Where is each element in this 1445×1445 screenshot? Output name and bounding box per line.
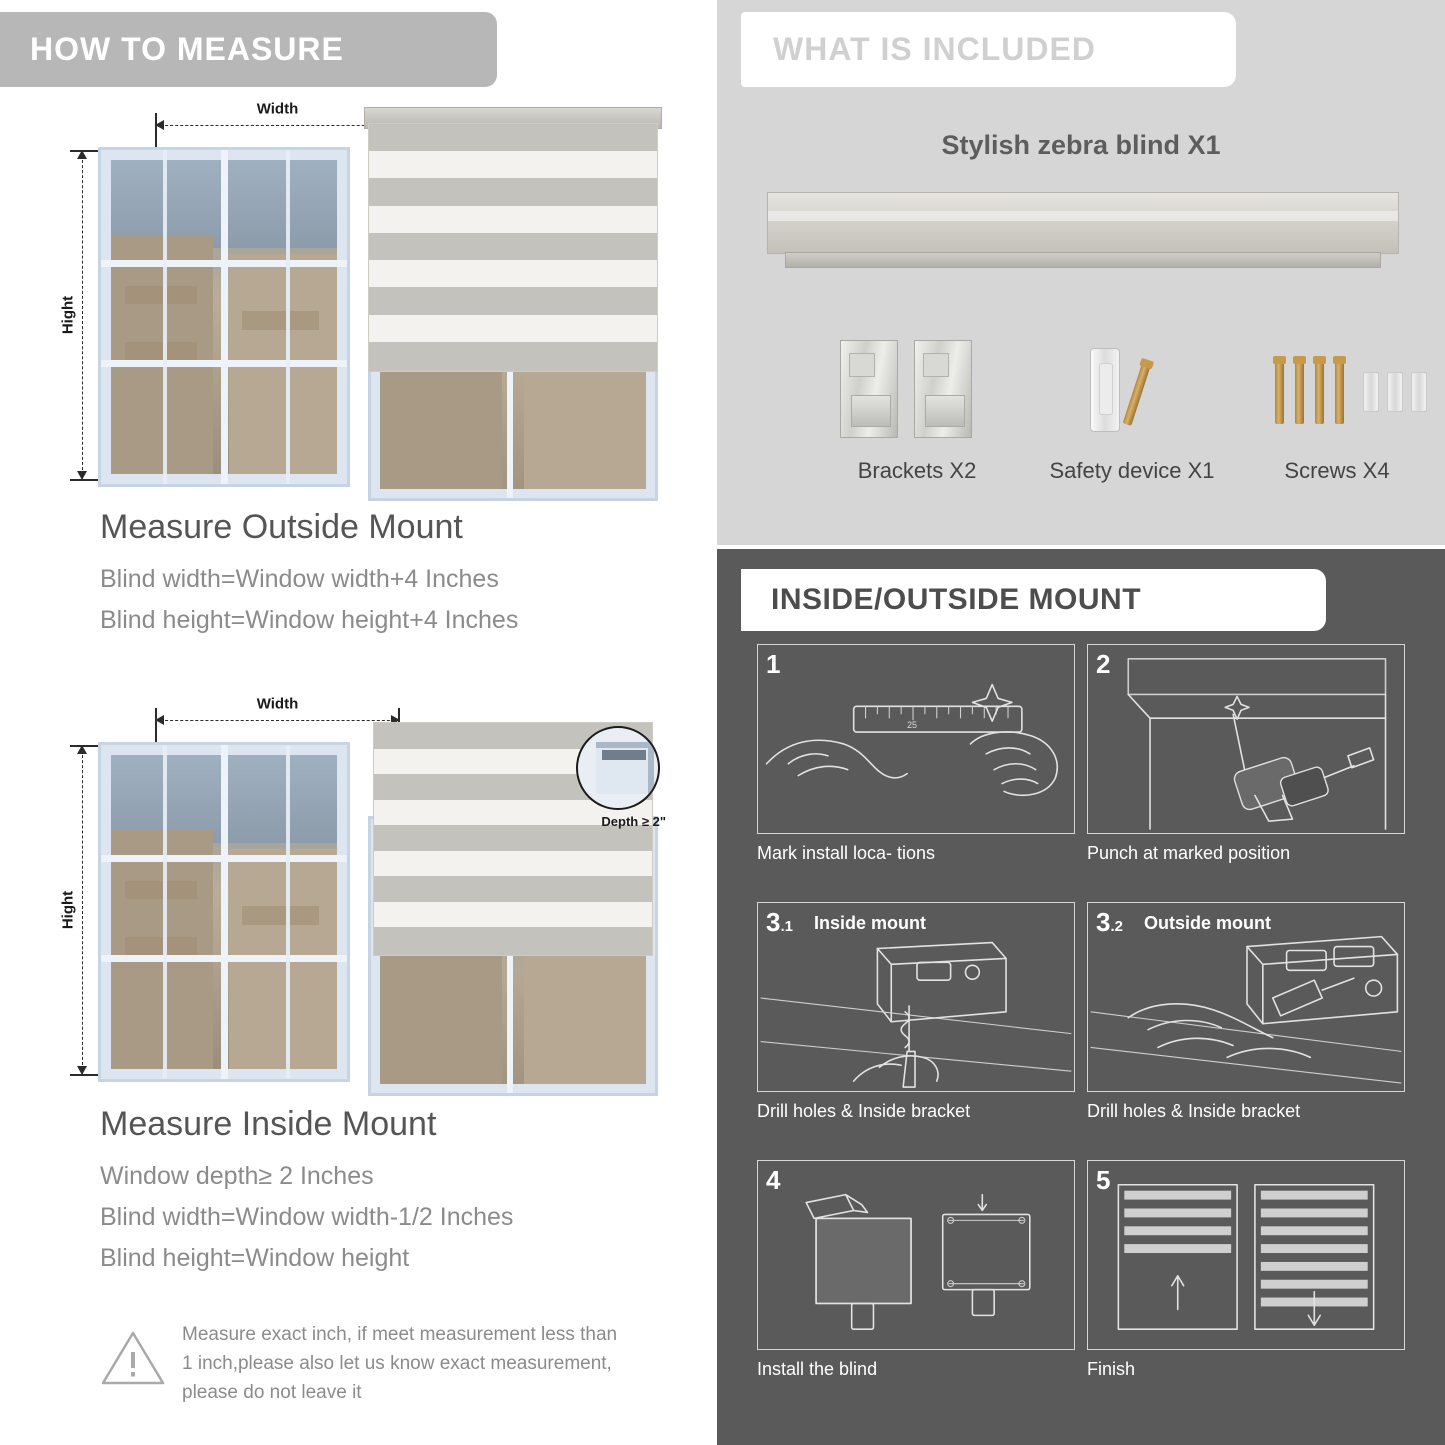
outside-height-dimension bbox=[59, 150, 94, 480]
how-to-measure-banner bbox=[0, 12, 497, 87]
step-5 bbox=[1087, 1160, 1405, 1380]
inside-height-dimension bbox=[59, 745, 94, 1075]
wall-plug-icon-3 bbox=[1411, 372, 1427, 412]
step-3-1-number: 3.1 bbox=[766, 907, 793, 937]
depth-detail-callout bbox=[576, 726, 660, 810]
outside-mount-line-2: Blind height=Window height+4 Inches bbox=[100, 606, 519, 634]
step-1 bbox=[757, 644, 1075, 864]
window-illustration-2 bbox=[98, 742, 350, 1082]
svg-text:25: 25 bbox=[907, 720, 917, 731]
step-3-1-caption: Drill holes & Inside bracket bbox=[757, 1101, 971, 1121]
step-4-sketch bbox=[758, 1161, 1074, 1349]
step-3-2-number: 3.2 bbox=[1096, 907, 1123, 937]
inside-mount-blind bbox=[368, 718, 666, 1096]
step-3-2-inline-label: Outside mount bbox=[1144, 913, 1271, 933]
how-to-measure-title: HOW TO MEASURE bbox=[30, 31, 344, 67]
screw-icon bbox=[1123, 364, 1151, 426]
warning-icon bbox=[100, 1328, 166, 1388]
step-5-caption: Finish bbox=[1087, 1359, 1136, 1379]
installation-steps bbox=[757, 644, 1405, 1424]
screws-label: Screws X4 bbox=[1284, 458, 1390, 483]
step-1-sketch bbox=[758, 645, 1074, 833]
step-2-caption: Punch at marked position bbox=[1087, 843, 1291, 863]
outside-mount-figure bbox=[59, 100, 680, 495]
outside-height-label: Hight bbox=[60, 288, 77, 342]
step-2-sketch bbox=[1088, 645, 1404, 833]
outside-mount-title: Measure Outside Mount bbox=[100, 508, 463, 546]
part-safety-device bbox=[1032, 330, 1232, 500]
step-2 bbox=[1087, 644, 1405, 864]
inside-height-label: Hight bbox=[60, 883, 77, 937]
zebra-fabric bbox=[368, 123, 658, 372]
inside-mount-line-3: Blind height=Window height bbox=[100, 1244, 410, 1272]
step-5-number: 5 bbox=[1096, 1165, 1111, 1195]
inside-outside-mount-title: INSIDE/OUTSIDE MOUNT bbox=[771, 583, 1142, 616]
outside-width-label: Width bbox=[249, 101, 307, 118]
what-is-included-section bbox=[717, 0, 1445, 545]
step-4-number: 4 bbox=[766, 1165, 781, 1195]
outside-mount-blind bbox=[368, 123, 658, 501]
step-5-sketch bbox=[1088, 1161, 1404, 1349]
step-4-caption: Install the blind bbox=[757, 1359, 878, 1379]
main-product-label: Stylish zebra blind X1 bbox=[941, 130, 1221, 160]
safety-device-icon bbox=[1090, 348, 1120, 432]
measurement-warning bbox=[100, 1320, 640, 1415]
safety-device-label: Safety device X1 bbox=[1049, 458, 1215, 483]
step-3-1 bbox=[757, 902, 1075, 1122]
wall-plug-icon-2 bbox=[1387, 372, 1403, 412]
bracket-icon-2 bbox=[914, 340, 972, 438]
brackets-label: Brackets X2 bbox=[857, 458, 977, 483]
how-to-measure-section bbox=[0, 0, 712, 1445]
inside-mount-title: Measure Inside Mount bbox=[100, 1105, 437, 1143]
step-3-2-caption: Drill holes & Inside bracket bbox=[1087, 1101, 1301, 1121]
inside-width-label: Width bbox=[249, 696, 307, 713]
warning-text: Measure exact inch, if meet measurement less than 1 inch,please also let us know exact measurement, please do not leave it bbox=[182, 1324, 618, 1403]
wall-plug-icon-1 bbox=[1363, 372, 1379, 412]
step-3-2 bbox=[1087, 902, 1405, 1122]
inside-outside-mount-banner bbox=[741, 569, 1326, 631]
depth-label: Depth ≥ 2" bbox=[601, 814, 666, 829]
outside-mount-line-1: Blind width=Window width+4 Inches bbox=[100, 565, 499, 593]
inside-outside-mount-section bbox=[717, 549, 1445, 1445]
step-1-number: 1 bbox=[766, 649, 781, 679]
step-4 bbox=[757, 1160, 1075, 1380]
screw-icon-3 bbox=[1315, 362, 1324, 424]
inside-width-dimension bbox=[155, 695, 400, 732]
parts-row bbox=[757, 330, 1407, 510]
screw-icon-1 bbox=[1275, 362, 1284, 424]
part-brackets bbox=[812, 330, 1022, 500]
step-2-number: 2 bbox=[1096, 649, 1111, 679]
step-1-caption: Mark install loca- tions bbox=[757, 843, 936, 863]
screw-icon-4 bbox=[1335, 362, 1344, 424]
inside-mount-figure bbox=[59, 695, 680, 1090]
bracket-icon bbox=[840, 340, 898, 438]
screw-icon-2 bbox=[1295, 362, 1304, 424]
window-illustration bbox=[98, 147, 350, 487]
inside-mount-line-2: Blind width=Window width-1/2 Inches bbox=[100, 1203, 514, 1231]
part-screws bbox=[1237, 330, 1437, 500]
step-3-1-inline-label: Inside mount bbox=[814, 913, 926, 933]
what-is-included-title: WHAT IS INCLUDED bbox=[773, 31, 1096, 67]
zebra-blind-product-image bbox=[767, 192, 1399, 280]
inside-mount-line-1: Window depth≥ 2 Inches bbox=[100, 1162, 374, 1190]
what-is-included-banner bbox=[741, 12, 1236, 87]
